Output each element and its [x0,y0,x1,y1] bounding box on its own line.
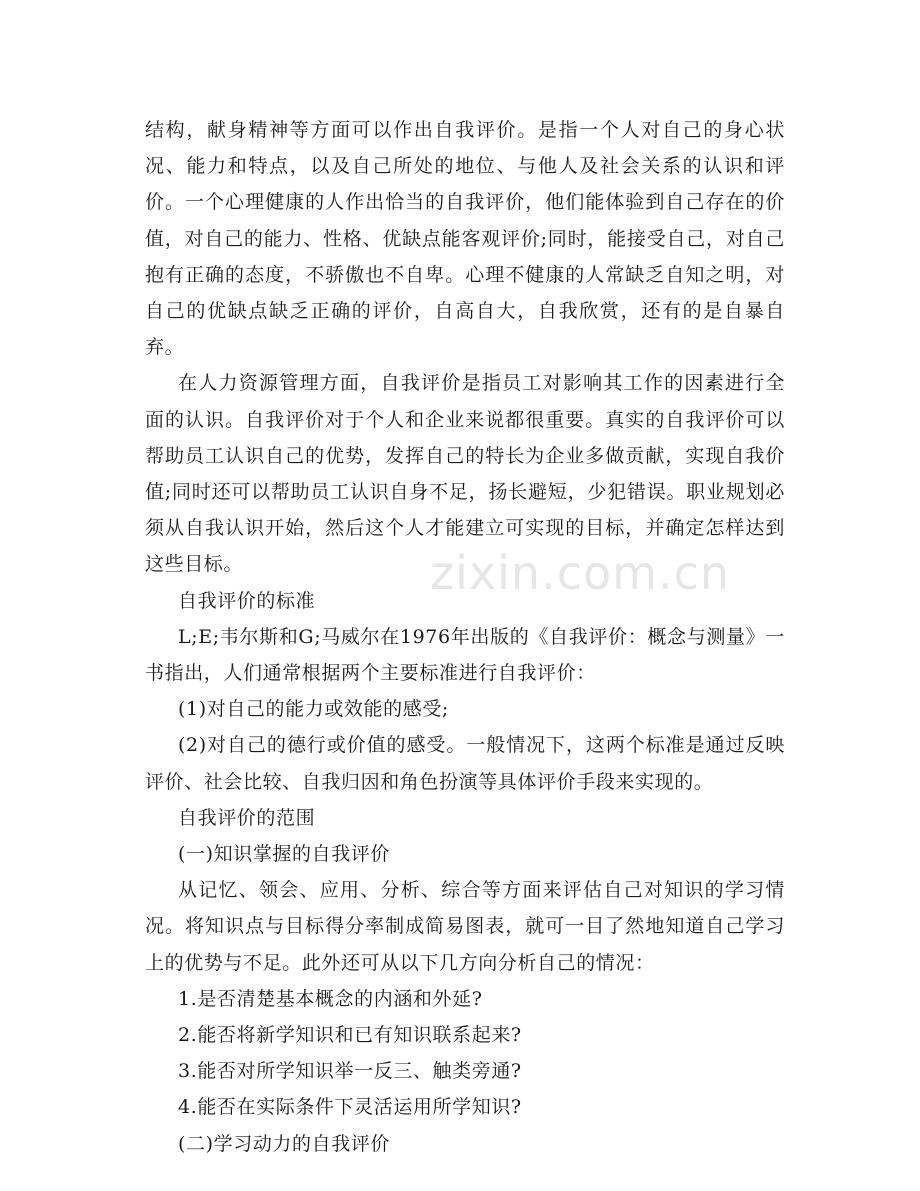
question-4: 4.能否在实际条件下灵活运用所学知识? [178,1096,522,1119]
list-item-1: (1)对自己的能力或效能的感受; [178,698,449,721]
document-body [145,112,785,1162]
heading-standard: 自我评价的标准 [178,589,316,612]
subheading-knowledge: (一)知识掌握的自我评价 [178,843,391,866]
paragraph-3: L;E;韦尔斯和G;马威尔在1976年出版的《自我评价：概念与测量》一书指出，人们通常根据两个主要标准进行自我评价： [145,625,785,685]
paragraph-1: 结构，献身精神等方面可以作出自我评价。是指一个人对自己的身心状况、能力和特点，以及自己所处的地位、与他人及社会关系的认识和评价。一个心理健康的人作出恰当的自我评价，他们能体验到自己存在的价值，对自己的能力、性格、优缺点能客观评价;同时，能接受自己，对自己抱有正确的态度，不骄傲也不自卑。心理不健康的人常缺乏自知之明，对自己的优缺点缺乏正确的评价，自高自大，自我欣赏，还有的是自暴自弃。 [145,119,785,359]
question-2: 2.能否将新学知识和已有知识联系起来? [178,1024,522,1047]
question-1: 1.是否清楚基本概念的内涵和外延? [178,987,483,1010]
subheading-motivation: (二)学习动力的自我评价 [178,1132,391,1155]
watermark-text: zixin.com.cn [430,546,731,600]
heading-scope: 自我评价的范围 [178,806,316,829]
question-3: 3.能否对所学知识举一反三、触类旁通? [178,1060,522,1083]
paragraph-4: 从记忆、领会、应用、分析、综合等方面来评估自己对知识的学习情况。将知识点与目标得分率制成简易图表，就可一目了然地知道自己学习上的优势与不足。此外还可从以下几方向分析自己的情况： [145,879,785,974]
list-item-2: (2)对自己的德行或价值的感受。一般情况下，这两个标准是通过反映评价、社会比较、自我归因和角色扮演等具体评价手段来实现的。 [145,734,785,793]
paragraph-2: 在人力资源管理方面，自我评价是指员工对影响其工作的因素进行全面的认识。自我评价对于个人和企业来说都很重要。真实的自我评价可以帮助员工认识自己的优势，发挥自己的特长为企业多做贡献，实现自我价值;同时还可以帮助员工认识自身不足，扬长避短，少犯错误。职业规划必须从自我认识开始，然后这个人才能建立可实现的目标，并确定怎样达到这些目标。 [145,372,785,576]
